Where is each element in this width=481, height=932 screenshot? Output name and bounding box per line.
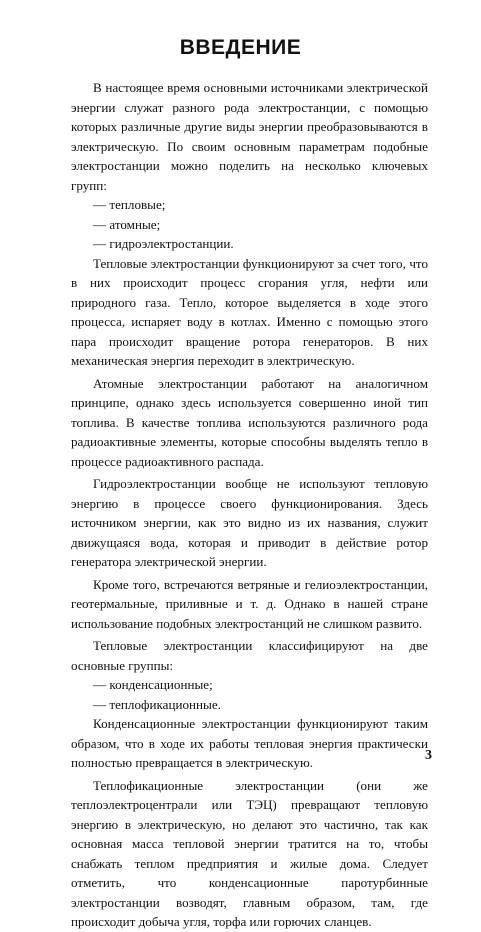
- list-item-thermal: — тепловые;: [93, 197, 166, 212]
- paragraph-nuclear-plants: Атомные электростанции работают на аналогичном принципе, однако здесь используется совершенно иной тип топлива. В качестве топлива используются различного рода радиоактивные элементы, которые способны выделять тепло в процессе радиоактивного распада.: [71, 375, 428, 469]
- paragraph-classification: Тепловые электростанции классифицируют на две основные группы:: [71, 638, 428, 673]
- paragraph-other-plants: Кроме того, встречаются ветряные и гелиоэлектростанции, геотермальные, приливные и т. д. Однако в нашей стране использование подобных электростанций не слишком развито.: [71, 576, 428, 631]
- list-item-hydro: — гидроэлектростанции.: [93, 236, 234, 251]
- page-number: 3: [425, 748, 432, 763]
- list-item-nuclear: — атомные;: [93, 216, 161, 232]
- list-item-condensing: — конденсационные;: [93, 677, 213, 692]
- paragraph-intro: В настоящее время основными источниками электрической энергии служат разного рода электростанции, с помощью которых различные другие виды энергии преобразовываются в электрическую. По своим основным параметрам подобные электростанции можно поделить на несколько ключевых групп:: [71, 80, 428, 193]
- paragraph-hydro-plants: Гидроэлектростанции вообще не используют тепловую энергию в процессе своего функционирования. Здесь источником энергии, как это видно из их названия, служит движущаяся вода, которая и приводит в действие ротор генератора электрической энергии.: [71, 476, 428, 569]
- paragraph-thermal-plants: Тепловые электростанции функционируют за счет того, что в них происходит процесс сгорания угля, нефти или природного газа. Тепло, которое выделяется в ходе этого процесса, испаряет воду в котлах. Именно с помощью этого пара происходит вращение ротора генераторов. В них механическая энергия переходит в электрическую.: [71, 255, 428, 368]
- paragraph-condensing-plants: Конденсационные электростанции функционируют таким образом, что в ходе их работы тепловая энергия практически полностью превращается в электрическую.: [71, 716, 428, 770]
- body-text: [71, 78, 428, 932]
- list-item-cogeneration: — теплофикационные.: [93, 696, 221, 712]
- chapter-title: ВВЕДЕНИЕ: [179, 36, 302, 59]
- paragraph-cogeneration-plants: Теплофикационные электростанции (они же теплоэлектроцентрали или ТЭЦ) превращают тепловую энергию в электрическую, но делают это частично, так как основная масса тепловой энергии тратится на то, чтобы снабжать теплом предприятия и жилые дома. Следует отметить, что конденсационные паротурбинные электростанции возводят, главным образом, там, где происходит добыча угля, торфа или горючих сланцев.: [71, 777, 428, 929]
